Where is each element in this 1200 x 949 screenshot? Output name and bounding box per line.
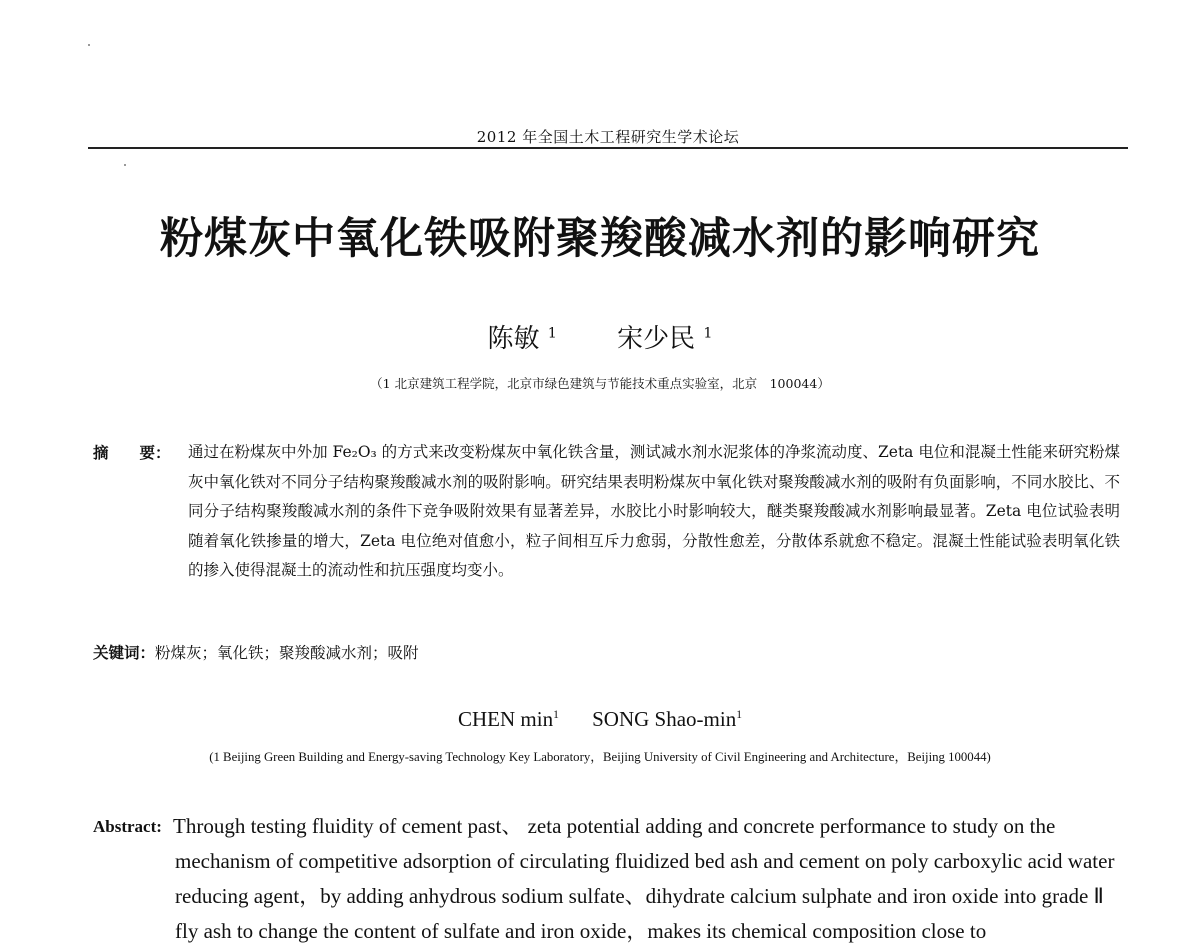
keywords-cn-label: 关键词： xyxy=(93,643,156,662)
header-rule xyxy=(88,147,1128,149)
abstract-en-body: Through testing fluidity of cement past、 zeta potential adding and concrete performance to study on the mechanism of competitive adsorption of circulating fluidized bed ash and cement on poly carboxylic acid water reducing agent，by adding anhydrous sodium sulfate、dihydrate calcium sulphate and iron oxide into grade Ⅱ fly ash to change the content of sulfate and iron oxide，makes its chemical composition close to xyxy=(173,814,1115,943)
author-name: SONG Shao-min xyxy=(592,707,737,731)
author-affil-mark: 1 xyxy=(547,325,557,342)
abstract-cn xyxy=(93,438,1120,586)
keywords-cn xyxy=(93,641,1120,663)
scan-speck xyxy=(124,164,126,166)
author-cn-2 xyxy=(617,324,712,354)
author-en-2 xyxy=(592,707,742,731)
abstract-en-label: Abstract: xyxy=(93,817,162,836)
running-header: 2012 年全国土木工程研究生学术论坛 xyxy=(476,128,740,146)
authors-cn xyxy=(100,318,1100,355)
author-en-1 xyxy=(458,707,559,731)
author-name: 宋少民 xyxy=(617,324,696,354)
abstract-cn-label: 摘 要： xyxy=(93,443,171,462)
abstract-cn-body: 通过在粉煤灰中外加 Fe₂O₃ 的方式来改变粉煤灰中氧化铁含量，测试减水剂水泥浆体的净浆流动度、Zeta 电位和混凝土性能来研究粉煤灰中氧化铁对不同分子结构聚羧酸减水剂的吸附影响。研究结果表明粉煤灰中氧化铁对聚羧酸减水剂的吸附有负面影响，不同水胶比、不同分子结构聚羧酸减水剂的条件下竞争吸附效果有显著差异，水胶比小时影响较大，醚类聚羧酸减水剂影响最显著。Zeta 电位试验表明随着氧化铁掺量的增大，Zeta 电位绝对值愈小，粒子间相互斥力愈弱，分散性愈差，分散体系就愈不稳定。混凝土性能试验表明氧化铁的掺入使得混凝土的流动性和抗压强度均变小。 xyxy=(188,443,1120,579)
authors-en xyxy=(100,707,1100,732)
abstract-en xyxy=(93,809,1123,949)
paper-title: 粉煤灰中氧化铁吸附聚羧酸减水剂的影响研究 xyxy=(160,214,1040,264)
affiliation-cn: （1 北京建筑工程学院，北京市绿色建筑与节能技术重点实验室，北京 100044） xyxy=(370,376,830,391)
author-affil-mark: 1 xyxy=(736,709,742,721)
author-name: 陈敏 xyxy=(487,324,540,354)
keywords-cn-text: 粉煤灰；氧化铁；聚羧酸减水剂；吸附 xyxy=(155,644,419,662)
author-affil-mark: 1 xyxy=(553,709,559,721)
scan-speck xyxy=(88,44,90,46)
author-name: CHEN min xyxy=(458,707,554,731)
author-affil-mark: 1 xyxy=(703,325,713,342)
affiliation-en: (1 Beijing Green Building and Energy-saving Technology Key Laboratory，Beijing University of Civil Engineering and Architecture，Beijing 100044) xyxy=(209,750,991,764)
author-cn-1 xyxy=(487,324,556,354)
